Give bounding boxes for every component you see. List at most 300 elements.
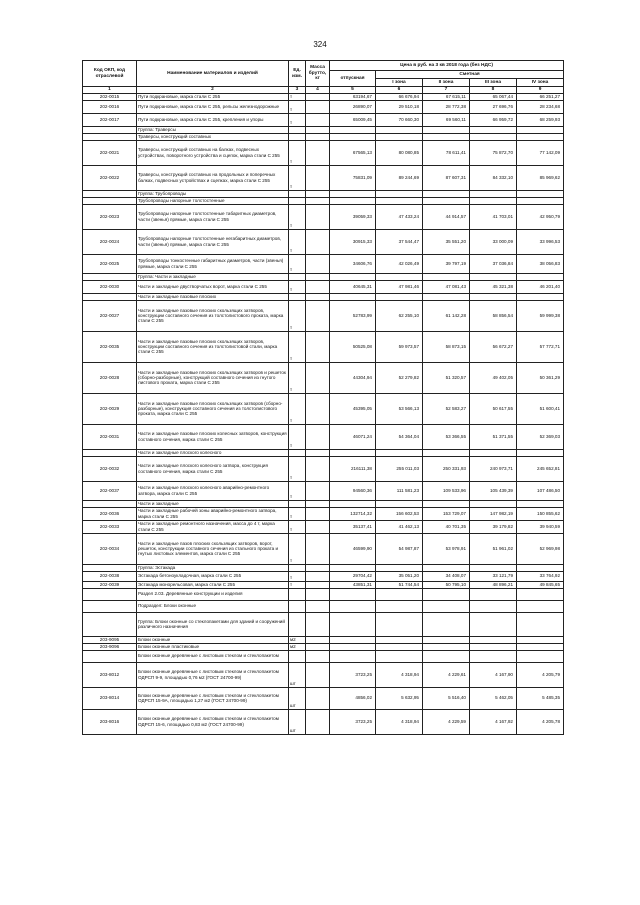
row-code: 202-0036 [83, 507, 137, 520]
row-zone-4-price: 57 772,71 [517, 331, 564, 362]
row-code: 202-0030 [83, 280, 137, 293]
column-number: 6 [376, 87, 423, 94]
table-row [83, 254, 564, 273]
row-mass [306, 204, 330, 229]
row-unit: т [289, 93, 306, 100]
empty-cell [423, 612, 470, 636]
row-code: 202-0028 [83, 362, 137, 393]
row-code [83, 273, 137, 280]
row-zone-1-price: 4 318,94 [376, 709, 423, 734]
row-zone-4-price: 52 969,98 [517, 533, 564, 564]
group-row [83, 190, 564, 197]
empty-cell [289, 588, 306, 600]
row-unit: т [289, 362, 306, 393]
row-zone-2-price: 78 611,41 [423, 140, 470, 165]
row-name: Пути подкрановые, марка стали С 255, рельсы железнодорожные [137, 100, 289, 113]
row-mass [306, 571, 330, 581]
empty-cell [330, 588, 376, 600]
section-title: Раздел 2.03. Деревянные конструкции и изделия [137, 588, 289, 600]
row-unit: т [289, 300, 306, 331]
empty-cell [470, 197, 517, 204]
row-release-price: 50525,08 [330, 331, 376, 362]
empty-cell [423, 600, 470, 612]
page-number: 324 [313, 40, 327, 49]
table-row [83, 687, 564, 709]
row-code [83, 612, 137, 636]
empty-cell [289, 600, 306, 612]
row-code: 203-9095 [83, 636, 137, 643]
row-zone-1-price: 59 973,57 [376, 331, 423, 362]
column-number: 2 [137, 87, 289, 94]
empty-cell [517, 190, 564, 197]
empty-cell [423, 500, 470, 507]
row-zone-4-price: 5 485,35 [517, 687, 564, 709]
empty-cell [423, 650, 470, 662]
row-zone-3-price: 50 617,55 [470, 393, 517, 424]
row-code [83, 133, 137, 140]
empty-cell [423, 133, 470, 140]
empty-cell [330, 449, 376, 456]
empty-cell [289, 500, 306, 507]
empty-cell [470, 588, 517, 600]
row-zone-2-price: 47 081,43 [423, 280, 470, 293]
row-name: Эстакада монорельсовая, марка стали С 255 [137, 581, 289, 588]
row-zone-3-price: 66 959,72 [470, 113, 517, 126]
row-release-price: 40645,31 [330, 280, 376, 293]
table-row [83, 280, 564, 293]
row-zone-4-price: 39 940,59 [517, 520, 564, 533]
empty-cell [423, 449, 470, 456]
group-row [83, 612, 564, 636]
row-zone-3-price: 58 856,54 [470, 300, 517, 331]
empty-cell [470, 500, 517, 507]
row-zone-4-price: 77 142,09 [517, 140, 564, 165]
row-zone-1-price: 89 244,69 [376, 165, 423, 190]
row-zone-1-price: 53 566,13 [376, 393, 423, 424]
row-zone-2-price [423, 636, 470, 643]
empty-cell [470, 273, 517, 280]
row-code: 202-0035 [83, 331, 137, 362]
empty-cell [423, 197, 470, 204]
row-unit: шт [289, 709, 306, 734]
row-code [83, 500, 137, 507]
row-release-price: 52783,99 [330, 300, 376, 331]
column-number: 8 [470, 87, 517, 94]
empty-cell [517, 197, 564, 204]
row-zone-3-price: 65 067,44 [470, 93, 517, 100]
row-name: Части и закладные двустворчатых ворот, марка стали С 255 [137, 280, 289, 293]
row-name: Части и закладные плоского колесного аварийно-ремонтного затвора, марка стали С 255 [137, 481, 289, 500]
row-release-price: 94560,36 [330, 481, 376, 500]
row-unit: т [289, 229, 306, 254]
row-release-price: 35137,41 [330, 520, 376, 533]
empty-cell [517, 273, 564, 280]
empty-cell [330, 133, 376, 140]
row-code [83, 126, 137, 133]
row-unit: т [289, 331, 306, 362]
empty-cell [306, 273, 330, 280]
row-mass [306, 393, 330, 424]
empty-cell [330, 612, 376, 636]
empty-cell [423, 564, 470, 571]
header-zone-4: IV зона [517, 79, 564, 87]
table-row [83, 533, 564, 564]
row-zone-2-price: 53 366,55 [423, 424, 470, 449]
row-release-price [330, 643, 376, 650]
group-title: Группа: Траверсы [137, 126, 289, 133]
table-row [83, 643, 564, 650]
row-code [83, 588, 137, 600]
group-title: Траверсы, конструкций составных [137, 133, 289, 140]
row-zone-3-price: 4 167,92 [470, 709, 517, 734]
header-price-title: Цена в руб. на 3 кв 2018 года (без НДС) [330, 61, 564, 71]
row-code: 202-0022 [83, 165, 137, 190]
row-zone-1-price: 66 676,94 [376, 93, 423, 100]
empty-cell [330, 650, 376, 662]
row-zone-2-price: 44 914,57 [423, 204, 470, 229]
row-code: 202-0015 [83, 93, 137, 100]
table-row [83, 571, 564, 581]
row-zone-3-price: 51 961,02 [470, 533, 517, 564]
table-row [83, 362, 564, 393]
row-mass [306, 424, 330, 449]
row-mass [306, 456, 330, 481]
row-zone-1-price: 52 279,82 [376, 362, 423, 393]
empty-cell [330, 190, 376, 197]
row-zone-1-price: 255 011,03 [376, 456, 423, 481]
empty-cell [423, 126, 470, 133]
row-zone-3-price: 75 872,70 [470, 140, 517, 165]
row-zone-2-price: 4 229,59 [423, 709, 470, 734]
group-row [83, 293, 564, 300]
row-zone-1-price: 29 510,18 [376, 100, 423, 113]
empty-cell [289, 449, 306, 456]
empty-cell [517, 133, 564, 140]
row-zone-3-price: 147 982,19 [470, 507, 517, 520]
group-row [83, 564, 564, 571]
empty-cell [470, 449, 517, 456]
row-zone-3-price: 240 973,71 [470, 456, 517, 481]
row-zone-1-price: 51 744,54 [376, 581, 423, 588]
row-zone-1-price: 41 462,13 [376, 520, 423, 533]
row-zone-4-price: 4 205,79 [517, 662, 564, 687]
empty-cell [517, 500, 564, 507]
row-mass [306, 581, 330, 588]
empty-cell [330, 197, 376, 204]
row-name: Части и закладные пазовые плоских скользящих затворов (сборно-разборные), конструкция составного сечения из толстолистового проката, марка стали С 255 [137, 393, 289, 424]
row-zone-2-price: 109 533,96 [423, 481, 470, 500]
group-title: Части и закладные пазовые плоских [137, 293, 289, 300]
row-zone-1-price: 54 364,04 [376, 424, 423, 449]
row-code: 202-0024 [83, 229, 137, 254]
empty-cell [289, 133, 306, 140]
empty-cell [306, 133, 330, 140]
row-unit: т [289, 507, 306, 520]
row-zone-2-price: 34 408,07 [423, 571, 470, 581]
row-zone-2-price: 4 229,61 [423, 662, 470, 687]
row-release-price: 63194,67 [330, 93, 376, 100]
group-row [83, 197, 564, 204]
group-title: Группа: Части и закладные [137, 273, 289, 280]
row-zone-1-price: 47 981,46 [376, 280, 423, 293]
header-unit: Ед. изм. [289, 61, 306, 87]
row-zone-4-price: 66 251,27 [517, 93, 564, 100]
empty-cell [517, 612, 564, 636]
row-code: 202-0023 [83, 204, 137, 229]
row-code: 202-0029 [83, 393, 137, 424]
empty-cell [330, 293, 376, 300]
column-number-row [83, 87, 564, 94]
table-body [83, 93, 564, 734]
empty-cell [306, 293, 330, 300]
row-unit: т [289, 533, 306, 564]
row-code: 202-0021 [83, 140, 137, 165]
row-name: Части и закладные ремонтного назначения, масса до 4 т, марка стали С 255 [137, 520, 289, 533]
empty-cell [289, 273, 306, 280]
row-zone-2-price: 61 142,28 [423, 300, 470, 331]
row-unit: т [289, 456, 306, 481]
empty-cell [289, 564, 306, 571]
row-unit: т [289, 520, 306, 533]
row-zone-4-price: 42 950,79 [517, 204, 564, 229]
row-zone-1-price [376, 643, 423, 650]
group-row [83, 126, 564, 133]
row-zone-2-price: 50 795,10 [423, 581, 470, 588]
row-unit: т [289, 424, 306, 449]
empty-cell [289, 126, 306, 133]
row-release-price: 4856,02 [330, 687, 376, 709]
row-mass [306, 300, 330, 331]
row-mass [306, 481, 330, 500]
row-release-price: 216111,38 [330, 456, 376, 481]
row-name: Части и закладные рабочей зоны аварийно-ремонтного затвора, марка стали С 255 [137, 507, 289, 520]
table-row [83, 709, 564, 734]
empty-cell [306, 600, 330, 612]
row-name: Части и закладные пазовые плоских скользящих затворов, конструкции составного сечения из толстолистовой стали, марка стали С 255 [137, 331, 289, 362]
row-code: 203-8016 [83, 709, 137, 734]
row-zone-1-price: 54 987,87 [376, 533, 423, 564]
empty-cell [376, 133, 423, 140]
empty-cell [517, 564, 564, 571]
empty-cell [470, 190, 517, 197]
header-mass: Масса брутто, кг [306, 61, 330, 87]
row-unit: т [289, 100, 306, 113]
row-release-price: 67565,13 [330, 140, 376, 165]
row-zone-3-price: 105 439,39 [470, 481, 517, 500]
group-row [83, 588, 564, 600]
row-zone-1-price: 80 080,85 [376, 140, 423, 165]
empty-cell [289, 293, 306, 300]
empty-cell [470, 293, 517, 300]
row-release-price: 3723,25 [330, 709, 376, 734]
row-zone-3-price: 56 672,27 [470, 331, 517, 362]
row-zone-4-price: 33 764,92 [517, 571, 564, 581]
empty-cell [306, 612, 330, 636]
row-code: 202-0039 [83, 581, 137, 588]
row-zone-1-price: 111 581,23 [376, 481, 423, 500]
row-code: 203-8012 [83, 662, 137, 687]
row-zone-3-price: 5 462,05 [470, 687, 517, 709]
table-row [83, 165, 564, 190]
row-code: 202-0032 [83, 456, 137, 481]
empty-cell [306, 126, 330, 133]
row-zone-1-price [376, 636, 423, 643]
row-name: Блоки оконные деревянные с листовым стеклом и стеклопакетом ОДРСП 9-9, площадью 0,76 м2 (ГОСТ 24700-99) [137, 662, 289, 687]
row-zone-2-price: 69 560,11 [423, 113, 470, 126]
row-release-price: 29704,42 [330, 571, 376, 581]
row-zone-2-price: 5 516,40 [423, 687, 470, 709]
header-zone-3: III зона [470, 79, 517, 87]
empty-cell [423, 273, 470, 280]
empty-cell [470, 133, 517, 140]
empty-cell [376, 500, 423, 507]
row-zone-2-price: 52 583,27 [423, 393, 470, 424]
row-zone-4-price: 50 361,29 [517, 362, 564, 393]
row-name: Пути подкрановые, марка стали С 255 [137, 93, 289, 100]
empty-cell [376, 600, 423, 612]
row-name: Блоки оконные деревянные с листовым стеклом и стеклопакетом ОДРСП 15-9А, площадью 1,27 м2 (ГОСТ 24700-99) [137, 687, 289, 709]
table-row [83, 581, 564, 588]
row-zone-3-price: 51 371,55 [470, 424, 517, 449]
row-release-price: 46599,90 [330, 533, 376, 564]
empty-cell [376, 273, 423, 280]
row-release-price: 45395,05 [330, 393, 376, 424]
row-zone-3-price: 49 402,05 [470, 362, 517, 393]
row-mass [306, 254, 330, 273]
row-zone-1-price: 5 632,95 [376, 687, 423, 709]
header-zone-1: I зона [376, 79, 423, 87]
empty-cell [423, 293, 470, 300]
group-title: Части и закладные [137, 500, 289, 507]
empty-cell [306, 564, 330, 571]
row-mass [306, 140, 330, 165]
group-title: Группа: Эстакада [137, 564, 289, 571]
row-zone-1-price: 35 051,20 [376, 571, 423, 581]
row-zone-3-price: 37 036,84 [470, 254, 517, 273]
row-zone-4-price: 107 486,50 [517, 481, 564, 500]
row-zone-4-price: 85 969,62 [517, 165, 564, 190]
empty-cell [330, 273, 376, 280]
empty-cell [470, 126, 517, 133]
row-name: Трубопроводы напорные толстостенные табаритных диаметров, части (звенья) прямые, марка стали С 255 [137, 204, 289, 229]
row-mass [306, 662, 330, 687]
row-name: Траверсы, конструкций составных на балках, подвесных устройствах, поворотного устройства и сцепок, марка стали С 255 [137, 140, 289, 165]
row-code: 202-0025 [83, 254, 137, 273]
row-unit: т [289, 165, 306, 190]
row-code: 202-0031 [83, 424, 137, 449]
row-zone-4-price: 52 369,03 [517, 424, 564, 449]
column-number: 3 [289, 87, 306, 94]
header-name: Наименование материалов и изделий [137, 61, 289, 87]
row-code [83, 449, 137, 456]
empty-cell [289, 197, 306, 204]
header-zone-2: II зона [423, 79, 470, 87]
row-release-price: 34606,76 [330, 254, 376, 273]
row-release-price: 44304,94 [330, 362, 376, 393]
row-zone-2-price: 35 551,20 [423, 229, 470, 254]
row-zone-4-price: 245 652,81 [517, 456, 564, 481]
row-zone-3-price: 33 121,79 [470, 571, 517, 581]
row-zone-1-price: 47 433,24 [376, 204, 423, 229]
empty-cell [470, 612, 517, 636]
empty-cell [376, 190, 423, 197]
row-mass [306, 331, 330, 362]
row-name: Части и закладные пазов плоских скользящих затворов, ворот, решеток, конструкции составного сечения из стального проката и гнутых листовых элементов, марка стали С 255 [137, 533, 289, 564]
row-zone-4-price: 59 999,38 [517, 300, 564, 331]
row-zone-1-price: 42 026,49 [376, 254, 423, 273]
empty-cell [470, 600, 517, 612]
row-release-price: 75831,09 [330, 165, 376, 190]
row-zone-3-price: 33 000,09 [470, 229, 517, 254]
row-release-price: 39059,33 [330, 204, 376, 229]
row-code [83, 650, 137, 662]
table-row [83, 100, 564, 113]
table-row [83, 636, 564, 643]
empty-cell [376, 126, 423, 133]
row-unit: т [289, 571, 306, 581]
header-release: отпускная [330, 71, 376, 87]
table-row [83, 331, 564, 362]
empty-cell [330, 500, 376, 507]
row-zone-2-price: 58 873,15 [423, 331, 470, 362]
row-name: Части и закладные пазовые плоских колесных затворов, конструкция составного сечения, марка стали С 255 [137, 424, 289, 449]
row-mass [306, 709, 330, 734]
empty-cell [289, 612, 306, 636]
row-unit: м2 [289, 643, 306, 650]
row-name: Трубопроводы напорные толстостенные негабаритных диаметров, части (звенья) прямые, марка стали С 255 [137, 229, 289, 254]
row-mass [306, 362, 330, 393]
row-name: Части и закладные пазовые плоских скользящих затворов и решеток (сборно-разборные), конструкций составного сечения из гнутого листового проката, марка стали С 255 [137, 362, 289, 393]
empty-cell [306, 500, 330, 507]
row-code: 202-0038 [83, 571, 137, 581]
row-zone-1-price: 4 318,94 [376, 662, 423, 687]
row-mass [306, 507, 330, 520]
row-zone-2-price: 53 978,91 [423, 533, 470, 564]
column-number: 7 [423, 87, 470, 94]
column-number: 1 [83, 87, 137, 94]
row-unit: шт [289, 662, 306, 687]
row-release-price: 26890,07 [330, 100, 376, 113]
row-release-price: 132714,32 [330, 507, 376, 520]
group-row [83, 449, 564, 456]
row-zone-3-price [470, 643, 517, 650]
row-zone-2-price: 51 320,57 [423, 362, 470, 393]
empty-cell [376, 588, 423, 600]
empty-cell [306, 449, 330, 456]
row-unit: т [289, 393, 306, 424]
row-mass [306, 280, 330, 293]
row-mass [306, 687, 330, 709]
row-zone-3-price: 84 332,10 [470, 165, 517, 190]
empty-cell [306, 197, 330, 204]
section-title: Подраздел: Блоки оконные [137, 600, 289, 612]
row-code: 202-0033 [83, 520, 137, 533]
table-row [83, 113, 564, 126]
row-name: Блоки оконные [137, 636, 289, 643]
row-mass [306, 533, 330, 564]
row-unit: т [289, 481, 306, 500]
row-name: Пути подкрановые, марка стали С 255, крепления и упоры [137, 113, 289, 126]
row-code [83, 293, 137, 300]
row-release-price: 65009,45 [330, 113, 376, 126]
row-zone-4-price: 68 259,93 [517, 113, 564, 126]
empty-cell [376, 197, 423, 204]
row-release-price: 43851,31 [330, 581, 376, 588]
header-estimate: Сметная [376, 71, 564, 79]
column-number: 9 [517, 87, 564, 94]
row-mass [306, 643, 330, 650]
row-zone-4-price: 49 845,65 [517, 581, 564, 588]
